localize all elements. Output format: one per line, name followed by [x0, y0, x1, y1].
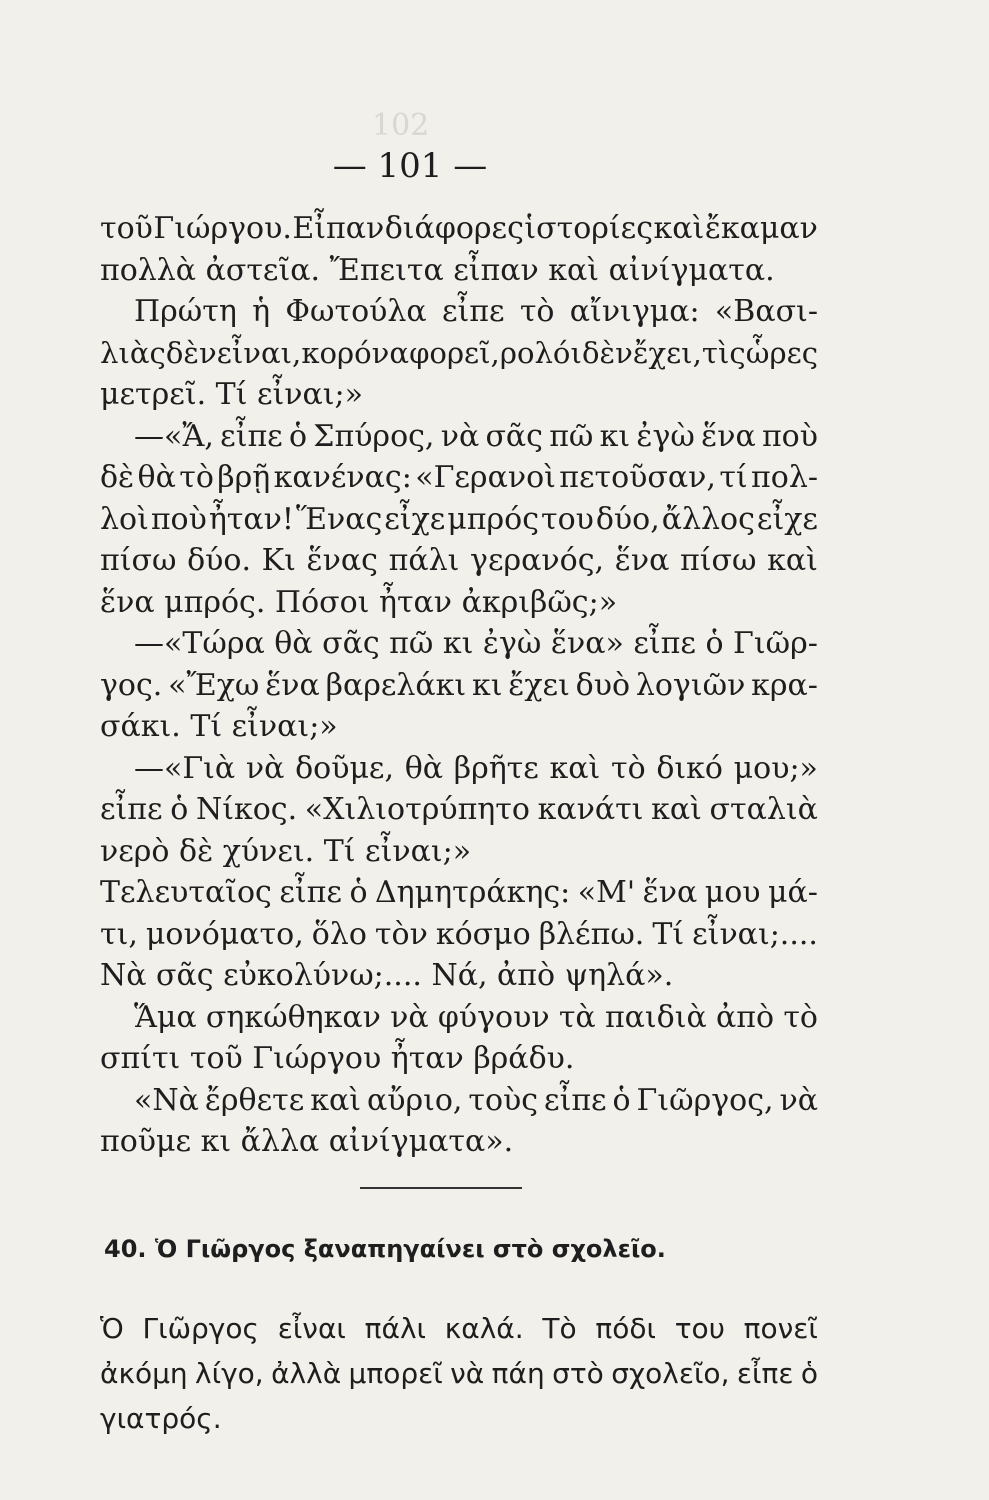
word: Τὸ — [542, 1312, 577, 1345]
word: ἐγὼ — [636, 418, 695, 454]
word: ἕνα» — [550, 626, 624, 661]
word: κι — [442, 626, 474, 661]
word: ἡ — [252, 294, 271, 329]
word: παιδιὰ — [604, 999, 707, 1035]
text-line: ποῦμε κι ἄλλα αἰνίγματα». — [100, 1124, 514, 1159]
word: λίγο, — [195, 1357, 264, 1390]
word: κανένας: — [273, 460, 412, 495]
word: νὰ — [779, 1082, 818, 1118]
word: Ἕνας — [295, 501, 383, 537]
text-line — [100, 872, 818, 914]
word: δύο, — [595, 501, 660, 537]
word: ἕνα — [614, 543, 670, 578]
word: εἶπε — [441, 294, 505, 329]
word: Σπύρος, — [313, 418, 435, 454]
word: εἶπε — [100, 792, 163, 827]
word: τὸ — [610, 750, 646, 786]
text-line — [100, 1080, 818, 1122]
word: εἶναι;.... — [692, 916, 818, 952]
word: ἱστορίες — [524, 211, 654, 246]
word: κόσμο — [435, 916, 531, 952]
text-line — [100, 789, 818, 831]
word: τί — [719, 460, 748, 495]
word: ὁ — [349, 875, 368, 910]
word: «Νὰ — [134, 1082, 199, 1118]
word: εἶναι — [277, 1312, 346, 1345]
text-line — [100, 499, 818, 541]
word: πῶ — [549, 418, 594, 454]
word: πονεῖ — [743, 1312, 818, 1345]
word: νὰ — [450, 1357, 485, 1390]
word: ἀλλὰ — [271, 1357, 342, 1390]
word: Ἅμα — [134, 999, 197, 1035]
word: δυὸ — [575, 667, 631, 703]
word: τὶς — [701, 335, 746, 370]
word: τι, — [100, 916, 138, 952]
word: θὰ — [137, 460, 176, 495]
word: ἔχει, — [632, 335, 702, 370]
text-line — [100, 540, 818, 582]
word: «Γερανοὶ — [415, 460, 556, 495]
word: λοὶ — [100, 501, 149, 537]
word: γος. — [100, 667, 163, 703]
word: εἶχε — [756, 501, 818, 537]
word: δὲν — [581, 335, 633, 370]
word: τοὺς — [468, 1082, 539, 1118]
word: «Βασι- — [714, 294, 818, 329]
word: του — [674, 1312, 725, 1345]
body-text — [100, 208, 818, 1163]
word: καλά. — [444, 1312, 524, 1345]
word: καὶ — [653, 211, 705, 246]
text-line — [100, 291, 818, 333]
word: ἦταν! — [208, 501, 294, 537]
word: Ὁ — [100, 1312, 124, 1345]
text-line: σάκι. Τί εἶναι;» — [100, 709, 338, 744]
word: δοῦμε, — [295, 750, 395, 786]
word: εἶπε — [220, 418, 283, 454]
word: κι — [471, 667, 503, 703]
word: ἀκόμη — [100, 1357, 188, 1390]
text-line — [100, 1351, 818, 1396]
word: λιὰς — [100, 335, 166, 370]
word: Εἶπαν — [292, 211, 385, 246]
word: εἶπε — [279, 875, 342, 910]
text-line: νερὸ δὲ χύνει. Τί εἶναι;» — [100, 833, 472, 869]
text-line — [100, 416, 818, 458]
word: τὸ — [783, 999, 818, 1035]
word: σχολεῖο, — [611, 1357, 730, 1390]
word: εἶπε — [633, 626, 696, 661]
word: ἕνα — [701, 418, 756, 454]
word: «Χιλιοτρύπητο — [304, 792, 530, 827]
word: Γιῶργος — [142, 1312, 259, 1345]
word: βαρελάκι — [325, 667, 467, 703]
word: κι — [599, 418, 631, 454]
word: μου;» — [733, 750, 818, 786]
word: μπρός — [447, 501, 539, 537]
word: τὸν — [374, 916, 428, 952]
word: πάλι — [388, 543, 460, 578]
word: κανάτι — [537, 792, 644, 827]
word: —«Γιὰ — [134, 750, 236, 786]
word: ἕνα — [642, 875, 698, 910]
word: Νίκος. — [195, 792, 298, 827]
word: πίσω — [100, 543, 177, 578]
section-divider — [360, 1187, 522, 1189]
word: ρολόι — [499, 335, 582, 370]
word: στὸ — [552, 1357, 604, 1390]
word: φορεῖ, — [409, 335, 500, 370]
word: σᾶς — [485, 418, 543, 454]
word: ποὺ — [150, 501, 207, 537]
word: Κι — [261, 543, 296, 578]
text-line — [100, 914, 818, 956]
word: κρα- — [751, 667, 818, 703]
word: πόδι — [595, 1312, 656, 1345]
text-line: γιατρός. — [100, 1402, 222, 1435]
word: πετοῦσαν, — [559, 460, 716, 495]
word: καὶ — [549, 750, 601, 786]
word: ὧρες — [745, 335, 818, 370]
word: νὰ — [245, 750, 285, 786]
word: τὸ — [519, 294, 555, 329]
word: πῶ — [389, 626, 434, 661]
word: «Ἔχω — [168, 667, 260, 703]
word: ἀπὸ — [716, 999, 775, 1035]
word: σᾶς — [322, 626, 380, 661]
text-line: σπίτι τοῦ Γιώργου ἦταν βράδυ. — [100, 1041, 575, 1076]
word: Φωτούλα — [285, 294, 427, 329]
word: μονόματο, — [145, 916, 304, 952]
word: δὲν — [165, 335, 217, 370]
word: βρῇ — [217, 460, 271, 495]
word: λογιῶν — [635, 667, 746, 703]
word: θὰ — [274, 626, 313, 661]
word: εἶχε — [384, 501, 446, 537]
word: αἴνιγμα: — [569, 294, 700, 329]
word: —«Τώρα — [134, 626, 265, 661]
word: του — [540, 501, 594, 537]
word: τοῦ — [100, 211, 153, 246]
word: πολ- — [751, 460, 818, 495]
word: καὶ — [767, 543, 818, 578]
word: εἶπε — [736, 1357, 794, 1390]
text-line — [100, 748, 818, 790]
word: Γιώργου. — [153, 211, 292, 246]
page-number: — 101 — — [332, 146, 488, 186]
section-text — [100, 1306, 818, 1441]
word: νὰ — [390, 999, 429, 1035]
text-line: μετρεῖ. Τί εἶναι;» — [100, 377, 363, 412]
word: τὸ — [179, 460, 214, 495]
word: Τί — [652, 916, 685, 952]
word: ὁ — [288, 418, 308, 454]
word: κορόνα — [301, 335, 409, 370]
word: ἄλλος — [661, 501, 755, 537]
word: μπορεῖ — [348, 1357, 443, 1390]
word: ὁ — [705, 626, 724, 661]
text-line — [100, 457, 818, 499]
word: ἔχει — [508, 667, 570, 703]
text-line — [100, 997, 818, 1039]
word: διάφορες — [384, 211, 524, 246]
bleed-through-page-number: 102 — [372, 108, 430, 143]
word: τὰ — [558, 999, 596, 1035]
word: βρῆτε — [453, 750, 539, 786]
word: βλέπω. — [538, 916, 645, 952]
word: πάλι — [364, 1312, 426, 1345]
text-line: Νὰ σᾶς εὐκολύνω;.... Νά, ἀπὸ ψηλά». — [100, 958, 674, 993]
text-line — [100, 208, 818, 250]
word: Γιῶρ- — [733, 626, 818, 661]
text-line — [100, 623, 818, 665]
word: ἔρθετε — [204, 1082, 305, 1118]
word: δικό — [656, 750, 723, 786]
word: θὰ — [404, 750, 444, 786]
word: πίσω — [680, 543, 757, 578]
word: —«Ἄ, — [134, 418, 214, 454]
word: ἕνα — [265, 667, 320, 703]
word: «Μ' — [577, 875, 636, 910]
word: ποὺ — [761, 418, 818, 454]
word: φύγουν — [437, 999, 550, 1035]
word: πάη — [491, 1357, 545, 1390]
text-line: πολλὰ ἀστεῖα. Ἔπειτα εἶπαν καὶ αἰνίγματα. — [100, 252, 775, 288]
word: γερανός, — [470, 543, 605, 578]
word: ὅλο — [311, 916, 367, 952]
text-line: ἕνα μπρός. Πόσοι ἦταν ἀκριβῶς;» — [100, 584, 618, 620]
word: καὶ — [651, 792, 702, 827]
word: εἶναι, — [216, 335, 302, 370]
word: ὁ — [612, 1082, 631, 1118]
word: σταλιὰ — [709, 792, 818, 827]
word: δὲ — [100, 460, 135, 495]
word: Δημητράκης: — [375, 875, 571, 910]
text-line — [100, 1306, 818, 1351]
text-line — [100, 333, 818, 375]
word: καὶ — [310, 1082, 362, 1118]
word: Τελευταῖος — [100, 875, 272, 910]
word: ἔκαμαν — [704, 211, 818, 246]
word: νὰ — [440, 418, 480, 454]
word: ὁ — [170, 792, 189, 827]
section-title: 40. Ὁ Γιῶργος ξαναπηγαίνει στὸ σχολεῖο. — [104, 1235, 666, 1263]
word: Γιῶργος, — [636, 1082, 774, 1118]
word: ὁ — [800, 1357, 818, 1390]
word: εἶπε — [544, 1082, 607, 1118]
word: Πρώτη — [134, 294, 237, 329]
word: μου — [704, 875, 761, 910]
text-line — [100, 665, 818, 707]
word: δύο. — [187, 543, 251, 578]
word: ἕνας — [306, 543, 378, 578]
word: σηκώθηκαν — [205, 999, 381, 1035]
word: ἐγὼ — [482, 626, 542, 661]
word: μά- — [768, 875, 818, 910]
word: αὔριο, — [366, 1082, 463, 1118]
